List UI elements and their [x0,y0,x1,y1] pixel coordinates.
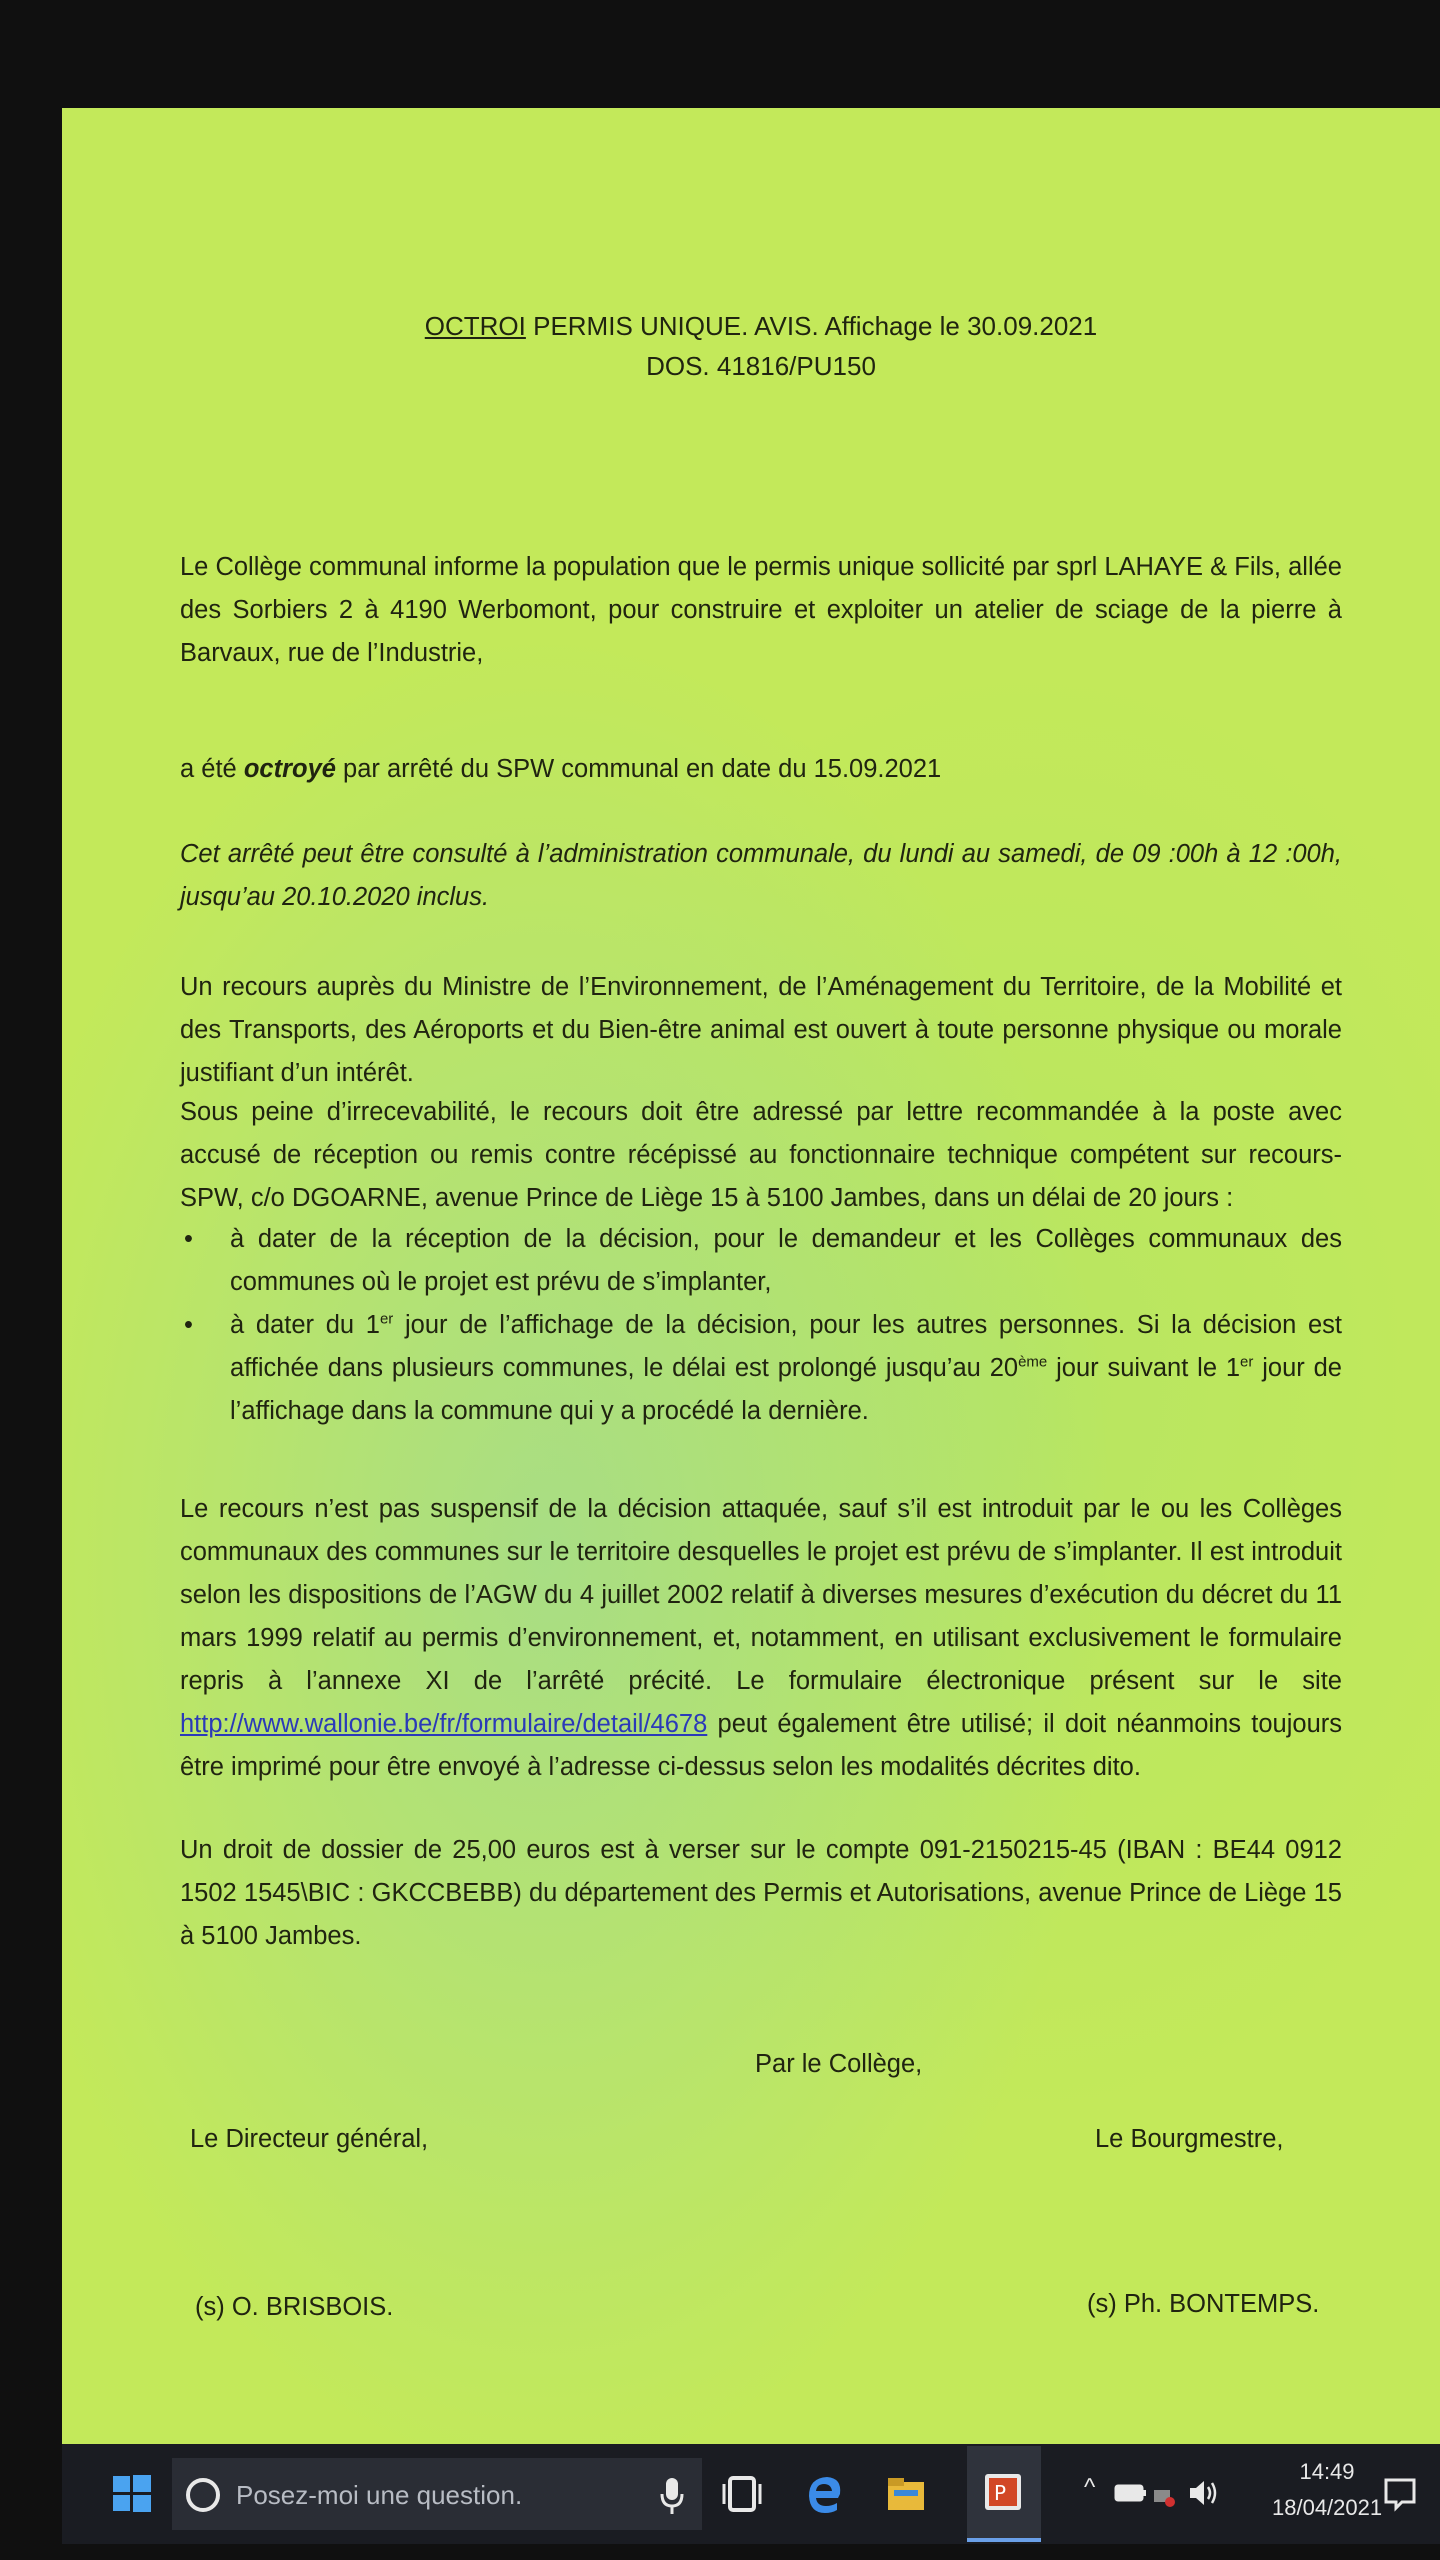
right-signatory-role: Le Bourgmestre, [1095,2125,1284,2153]
title-line-2: DOS. 41816/PU150 [646,351,876,381]
sup-eme: ème [1018,1353,1048,1371]
left-signatory-name: (s) O. BRISBOIS. [195,2293,394,2321]
notice-title [180,306,1342,386]
right-signatory-name: (s) Ph. BONTEMPS. [1087,2290,1320,2318]
form-link[interactable]: http://www.wallonie.be/fr/formulaire/detail/4678 [180,1710,708,1738]
chevron-up-icon[interactable]: ^ [1084,2474,1096,2501]
file-explorer-icon[interactable] [884,2472,928,2516]
paragraph-appeal-procedure: Sous peine d’irrecevabilité, le recours doit être adressé par lettre recommandée à la poste avec accusé de réception ou remis contre récépissé au fonctionnaire technique compétent sur recours-SPW, c/o DGOARNE, avenue Prince de Liège 15 à 5100 Jambes, dans un délai de 20 jours : [180,1098,1342,1212]
paragraph-granted [180,748,1342,791]
taskbar [62,2444,1440,2544]
bullet2-part-a: à dater du 1 [230,1311,380,1339]
microphone-icon[interactable] [657,2476,687,2516]
clock-date: 18/04/2021 [1272,2495,1383,2520]
paragraph-consultation: Cet arrêté peut être consulté à l’administration communale, du lundi au samedi, de 09 :00h à 12 :00h, jusqu’au 20.10.2020 inclus. [180,840,1342,911]
powerpoint-icon [981,2470,1025,2514]
taskbar-clock[interactable] [1272,2454,1382,2526]
bullet2-part-b: jour de l’affichage de la décision, pour les autres personnes. Si la décision est affichée dans plusieurs communes, le délai est prolongé jusqu’au 20 [230,1311,1343,1382]
granted-prefix: a été [180,755,244,783]
suspensive-text: Le recours n’est pas suspensif de la décision attaquée, sauf s’il est introduit par le ou les Collèges communaux des communes sur le territoire desquelles le projet est prévu de s’implanter. Il est introduit selon les dispositions de l’AGW du 4 juillet 2002 relatif à diverses mesures d’exécution du décret du 11 mars 1999 relatif au permis d’environnement, et, notamment, en utilisant exclusivement le formulaire repris à l’annexe XI de l’arrêté précité. Le formulaire électronique présent sur le site [180,1495,1342,1695]
paragraph-applicant: Le Collège communal informe la population que le permis unique sollicité par sprl LAHAYE & Fils, allée des Sorbiers 2 à 4190 Werbomont, pour construire et exploiter un atelier de sciage de la pierre à Barvaux, rue de l’Industrie, [180,553,1342,667]
windows-start-icon[interactable] [112,2474,152,2514]
granted-word: octroyé [243,755,336,783]
bullet2-part-d: jour de l’affichage dans la commune qui y a procédé la dernière. [230,1354,1342,1425]
taskbar-search-box[interactable] [172,2458,702,2530]
title-underlined-word: OCTROI [424,311,526,341]
title-line-1 [180,306,1342,346]
battery-icon[interactable] [1114,2478,1148,2508]
svg-text:P: P [994,2481,1007,2505]
appeal-deadline-list [180,1218,1342,1433]
task-view-icon[interactable] [720,2472,764,2516]
document-screen [62,108,1440,2444]
edge-browser-icon[interactable] [802,2472,846,2516]
notification-center-icon[interactable] [1382,2476,1418,2512]
list-item [180,1304,1342,1433]
left-signatory-role: Le Directeur général, [190,2125,429,2153]
sup-er: er [379,1310,394,1328]
title-line-1-rest: PERMIS UNIQUE. AVIS. Affichage le 30.09.2021 [525,311,1098,341]
network-icon[interactable] [1152,2484,1176,2508]
suspensive-text-end: peut également être utilisé; il doit néanmoins toujours être imprimé pour être envoyé à l’adresse ci-dessus selon les modalités décrites dito. [180,1710,1342,1781]
clock-time: 14:49 [1299,2459,1355,2484]
sup-er-2: er [1240,1353,1254,1371]
paragraph-suspensive [180,1488,1342,1789]
active-app-indicator[interactable] [967,2446,1041,2542]
granted-suffix: par arrêté du SPW communal en date du 15.09.2021 [335,755,942,783]
bullet2-part-c: jour suivant le 1 [1047,1354,1241,1382]
closing-line: Par le Collège, [755,2050,923,2078]
paragraph-appeal: Un recours auprès du Ministre de l’Environnement, de l’Aménagement du Territoire, de la Mobilité et des Transports, des Aéroports et du Bien-être animal est ouvert à toute personne physique ou morale justifiant d’un intérêt. [180,973,1342,1087]
paragraph-fee: Un droit de dossier de 25,00 euros est à verser sur le compte 091-2150215-45 (IBAN : BE44 0912 1502 1545\BIC : GKCCBEBB) du département des Permis et Autorisations, avenue Prince de Liège 15 à 5100 Jambes. [180,1836,1342,1950]
cortana-icon[interactable] [186,2478,220,2512]
search-placeholder: Posez-moi une question. [236,2480,523,2510]
list-item: • à dater de la réception de la décision, pour le demandeur et les Collèges communaux des communes où le projet est prévu de s’implanter, [180,1218,1342,1304]
volume-icon[interactable] [1187,2476,1221,2510]
